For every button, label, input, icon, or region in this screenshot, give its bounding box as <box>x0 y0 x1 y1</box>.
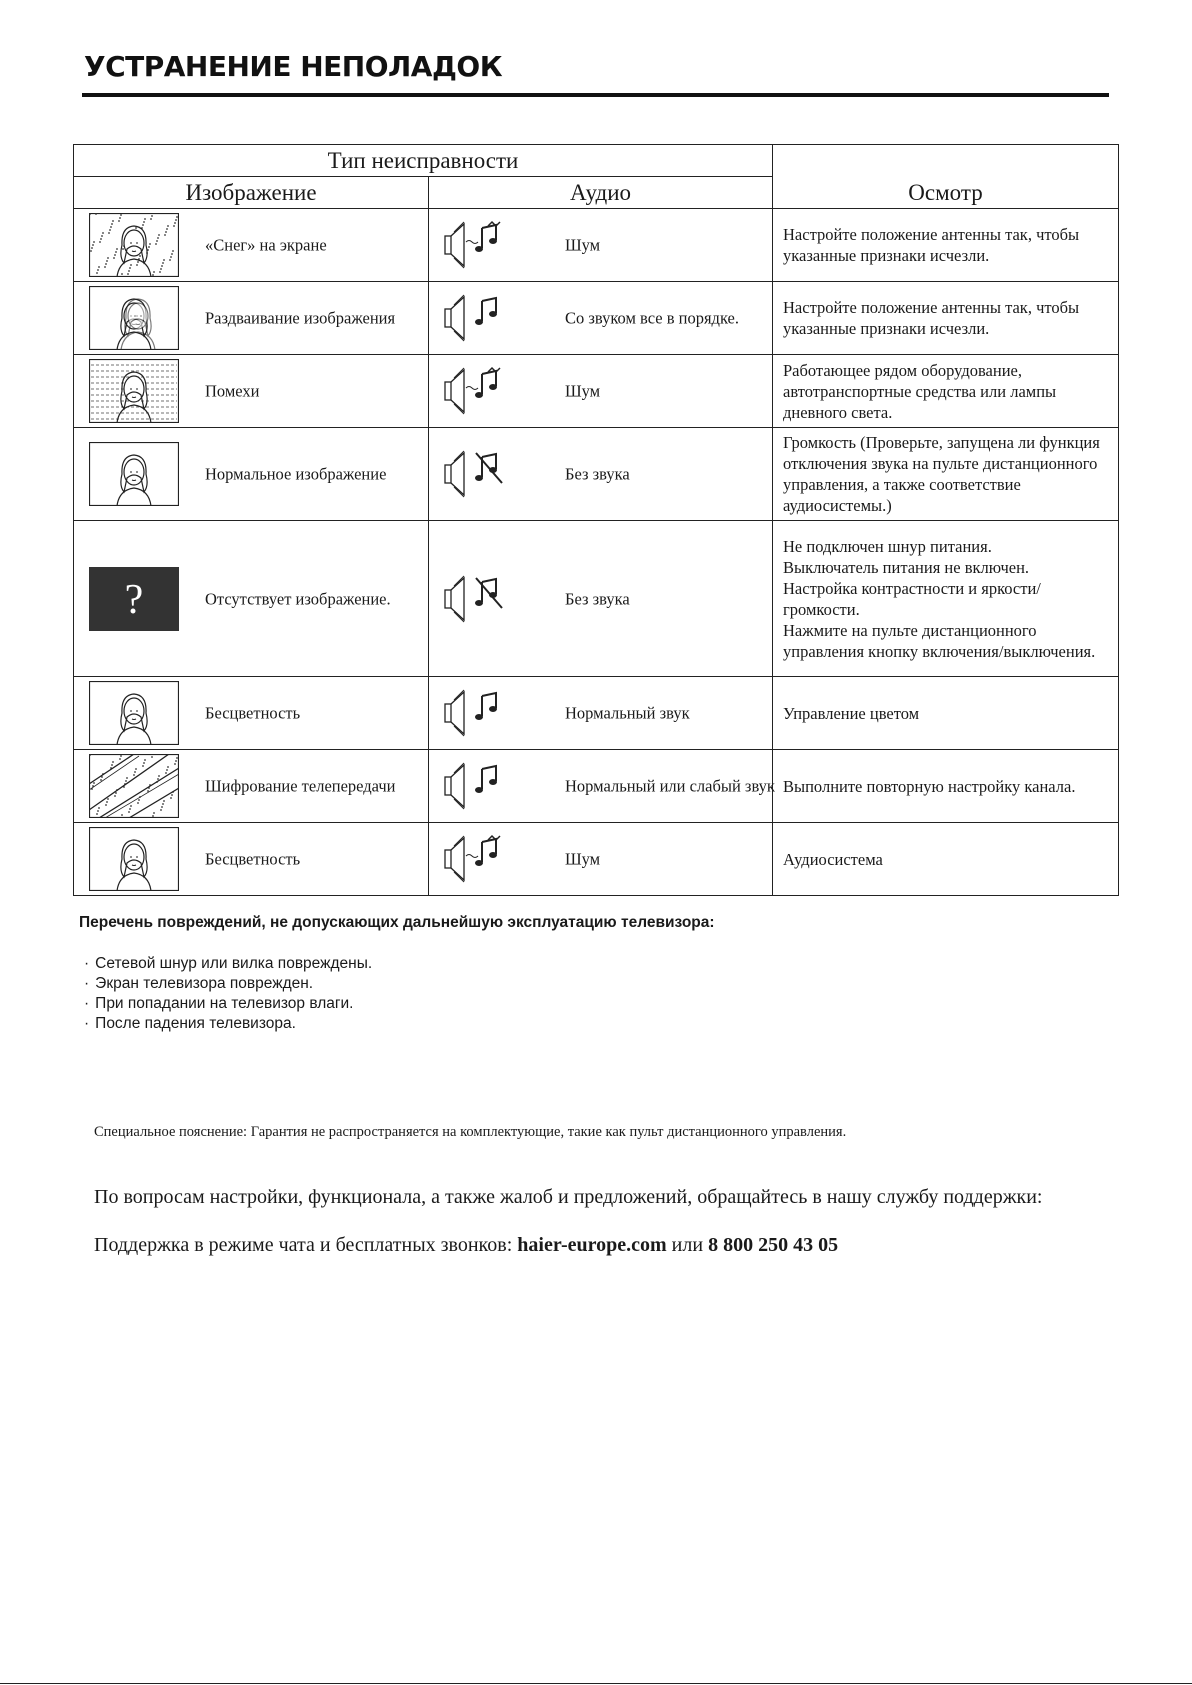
muted-speaker-icon <box>442 574 512 624</box>
interference-screen-icon <box>89 359 179 423</box>
image-fault-cell <box>74 521 429 677</box>
audio-fault-cell <box>429 677 773 750</box>
image-fault-label: Бесцветность <box>205 703 301 723</box>
title-underline <box>82 93 1109 97</box>
audio-fault-label: Нормальный звук <box>565 703 690 723</box>
image-fault-cell <box>74 209 429 282</box>
audio-fault-label: Шум <box>565 849 601 869</box>
check-cell <box>773 750 1119 823</box>
check-cell <box>773 355 1119 428</box>
check-text: Выключатель питания не включен. <box>783 557 1030 577</box>
noisy-speaker-icon <box>442 366 512 416</box>
table-row <box>74 521 1119 677</box>
table-row <box>74 823 1119 896</box>
header-check: Осмотр <box>773 145 1119 209</box>
audio-fault-label: Шум <box>565 381 601 401</box>
header-audio: Аудио <box>429 177 773 209</box>
support-line: По вопросам настройки, функционала, а также жалоб и предложений, обращайтесь в нашу службу поддержки: <box>94 1186 1043 1208</box>
troubleshooting-table <box>73 144 1119 896</box>
page-title: УСТРАНЕНИЕ НЕПОЛАДОК <box>84 50 503 83</box>
check-cell <box>773 677 1119 750</box>
table-row <box>74 428 1119 521</box>
check-cell <box>773 521 1119 677</box>
audio-fault-cell <box>429 521 773 677</box>
audio-fault-cell <box>429 282 773 355</box>
image-fault-label: Помехи <box>205 381 260 401</box>
image-fault-cell <box>74 750 429 823</box>
special-note: Специальное пояснение: Гарантия не распространяется на комплектующие, такие как пульт дистанционного управления. <box>94 1124 847 1140</box>
check-text: Выполните повторную настройку канала. <box>783 776 1076 796</box>
audio-fault-cell <box>429 750 773 823</box>
normal-image-icon <box>89 827 179 891</box>
support-prefix: Поддержка в режиме чата и бесплатных звонков: <box>94 1234 513 1256</box>
audio-fault-cell <box>429 355 773 428</box>
damage-list-title: Перечень повреждений, не допускающих дальнейшую эксплуатацию телевизора: <box>79 914 715 931</box>
snow-screen-icon <box>89 213 179 277</box>
scrambled-screen-icon <box>89 754 179 818</box>
ghost-image-icon <box>89 286 179 350</box>
image-fault-cell <box>74 428 429 521</box>
support-contacts <box>94 1234 838 1257</box>
audio-fault-cell <box>429 209 773 282</box>
audio-fault-label: Нормальный или слабый звук <box>565 776 775 796</box>
normal-speaker-icon <box>442 688 512 738</box>
support-phone[interactable]: 8 800 250 43 05 <box>708 1234 839 1256</box>
table-row <box>74 355 1119 428</box>
normal-speaker-icon <box>442 761 512 811</box>
check-text: Настройка контрастности и яркости/громкости. <box>783 578 1041 619</box>
audio-fault-cell <box>429 428 773 521</box>
image-fault-label: «Снег» на экране <box>205 235 327 255</box>
audio-fault-label: Без звука <box>565 589 630 608</box>
check-text: Работающее рядом оборудование, автотранспортные средства или лампы дневного света. <box>783 360 1057 422</box>
image-fault-label: Отсутствует изображение. <box>205 589 391 608</box>
audio-fault-label: Шум <box>565 235 601 255</box>
check-text: Управление цветом <box>783 703 920 723</box>
table-row <box>74 209 1119 282</box>
damage-item: · Экран телевизора поврежден. <box>84 974 372 994</box>
damage-item: · Сетевой шнур или вилка повреждены. <box>84 954 372 974</box>
image-fault-label: Нормальное изображение <box>205 464 387 484</box>
table-row <box>74 677 1119 750</box>
normal-image-icon <box>89 442 179 506</box>
check-cell <box>773 282 1119 355</box>
image-fault-cell <box>74 677 429 750</box>
check-cell <box>773 823 1119 896</box>
audio-fault-cell <box>429 823 773 896</box>
check-cell <box>773 209 1119 282</box>
svg-text:?: ? <box>124 576 144 623</box>
support-or: или <box>671 1234 704 1256</box>
image-fault-cell <box>74 282 429 355</box>
check-text: Не подключен шнур питания. <box>783 536 992 556</box>
header-image: Изображение <box>74 177 429 209</box>
audio-fault-label: Без звука <box>565 464 630 484</box>
no-picture-question-icon <box>89 567 179 631</box>
damage-item: · При попадании на телевизор влаги. <box>84 994 372 1014</box>
normal-image-icon <box>89 681 179 745</box>
image-fault-cell <box>74 823 429 896</box>
damage-list <box>84 954 372 1034</box>
image-fault-cell <box>74 355 429 428</box>
check-text: Нажмите на пульте дистанционного управления кнопку включения/выключения. <box>783 620 1096 661</box>
noisy-speaker-icon <box>442 834 512 884</box>
noisy-speaker-icon <box>442 220 512 270</box>
check-text: Громкость (Проверьте, запущена ли функция отключения звука на пульте дистанционного управления, а также соответствие аудиосистемы.) <box>783 433 1100 515</box>
check-text: Аудиосистема <box>783 849 883 869</box>
audio-fault-label: Со звуком все в порядке. <box>565 308 740 328</box>
header-fault-type: Тип неисправности <box>74 145 773 177</box>
check-text: Настройте положение антенны так, чтобы указанные признаки исчезли. <box>783 298 1080 338</box>
check-text: Настройте положение антенны так, чтобы указанные признаки исчезли. <box>783 225 1080 265</box>
muted-speaker-icon <box>442 449 512 499</box>
normal-speaker-icon <box>442 293 512 343</box>
image-fault-label: Шифрование телепередачи <box>205 776 396 796</box>
image-fault-label: Раздваивание изображения <box>205 308 396 328</box>
image-fault-label: Бесцветность <box>205 849 301 869</box>
table-row <box>74 282 1119 355</box>
damage-item: · После падения телевизора. <box>84 1014 372 1034</box>
support-website-link[interactable]: haier-europe.com <box>517 1234 667 1256</box>
table-row <box>74 750 1119 823</box>
bottom-rule <box>0 1683 1192 1684</box>
check-cell <box>773 428 1119 521</box>
